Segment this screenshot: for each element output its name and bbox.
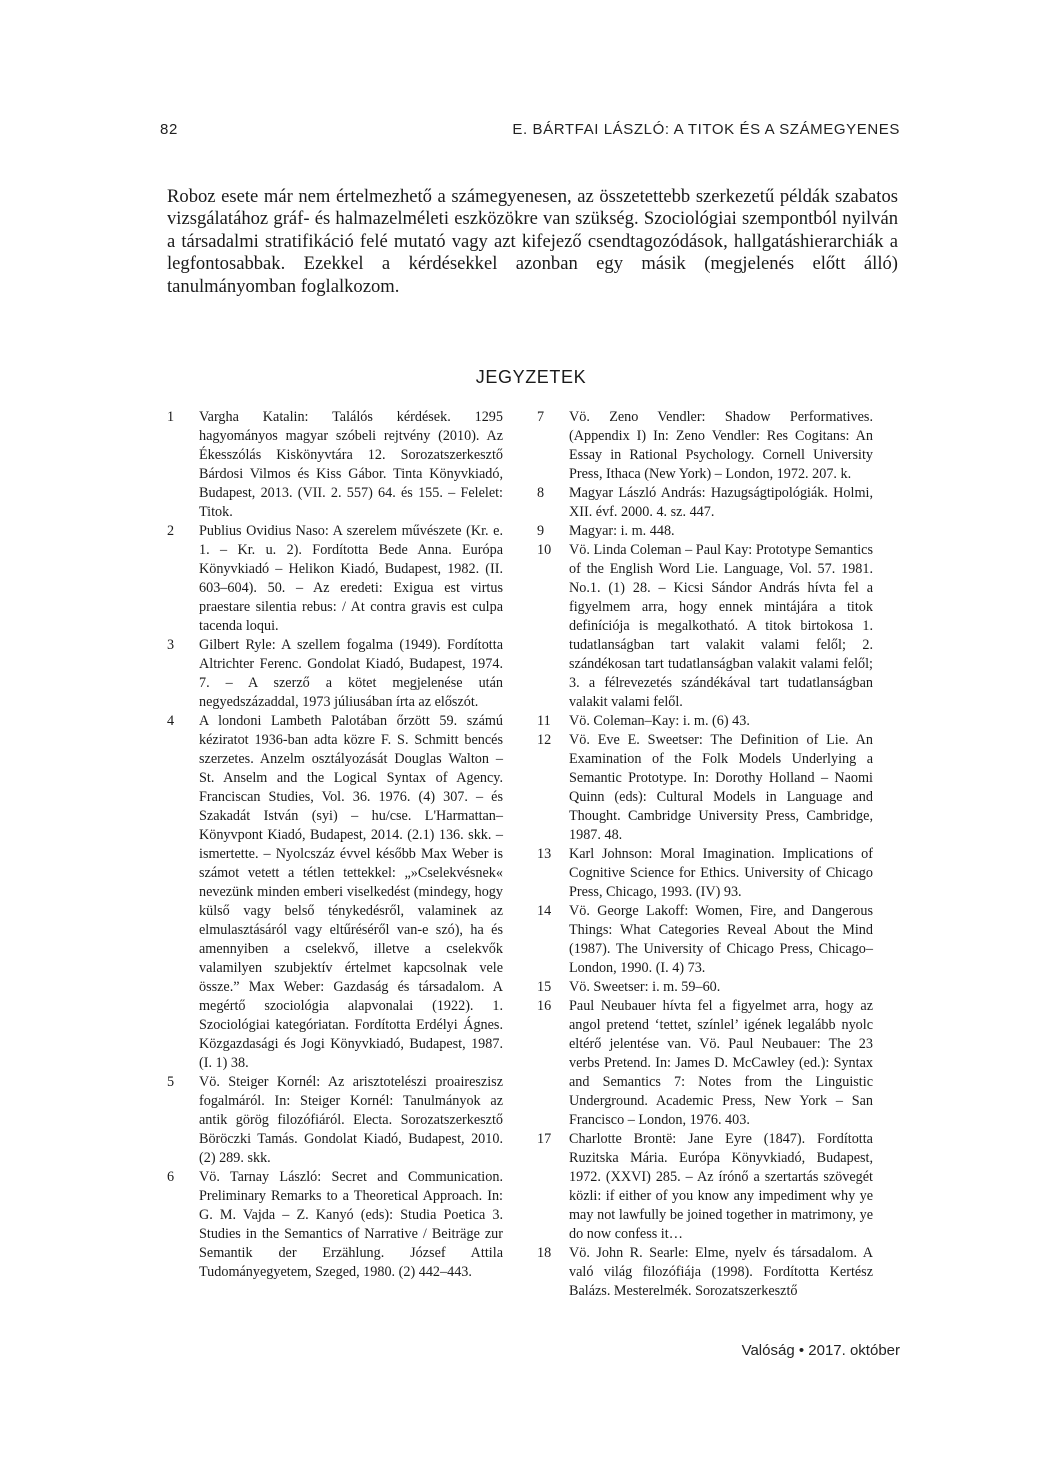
footnote	[167, 522, 503, 636]
footnote	[537, 408, 873, 484]
footnote-text: Vö. John R. Searle: Elme, nyelv és társadalom. A való világ filozófiája (1998). Fordította Kertész Balázs. Mesterelmék. Sorozatszerkesztő	[569, 1245, 873, 1299]
footnote-number: 2	[167, 523, 175, 539]
footnote-number: 13	[537, 846, 552, 862]
footnote-text: Magyar László András: Hazugságtipológiák. Holmi, XII. évf. 2000. 4. sz. 447.	[569, 485, 873, 520]
footnote-text: Vö. Eve E. Sweetser: The Definition of Lie. An Examination of the Folk Models Underlying a Semantic Prototype. In: Dorothy Holland – Naomi Quinn (eds): Cultural Models in Language and Thought. Cambridge University Press, Cambridge, 1987. 48.	[569, 732, 873, 843]
footnote-text: Charlotte Brontë: Jane Eyre (1847). Fordította Ruzitska Mária. Európa Könyvkiadó, Budapest, 1972. (XXVI) 285. – Az írónő a szertartás szövegét közli: if either of you know any impediment why ye may not lawfully be joined together in matrimony, ye do now confess it…	[569, 1131, 873, 1242]
footnote	[537, 522, 873, 541]
footnote	[167, 636, 503, 712]
footnote-number: 17	[537, 1131, 552, 1147]
running-title: E. BÁRTFAI LÁSZLÓ: A TITOK ÉS A SZÁMEGYENES	[512, 121, 900, 138]
footnote	[167, 408, 503, 522]
notes-left-column	[167, 408, 503, 1282]
section-title: JEGYZETEK	[475, 367, 587, 387]
footnote	[537, 541, 873, 712]
footnote-number: 3	[167, 637, 175, 653]
footnote-number: 12	[537, 732, 552, 748]
footnote-text: Vö. Sweetser: i. m. 59–60.	[569, 979, 721, 995]
footnote-text: Publius Ovidius Naso: A szerelem művészete (Kr. e. 1. – Kr. u. 2). Fordította Bede Anna. Európa Könyvkiadó – Helikon Kiadó, Budapest, 1982. (II. 603–604). 50. – Az eredeti: Exigua est virtus praestare silentia rebus: / At contra gravis est culpa tacenda loqui.	[199, 523, 503, 634]
footnote-number: 10	[537, 542, 552, 558]
footnote-text: Vargha Katalin: Találós kérdések. 1295 hagyományos magyar szóbeli rejtvény (2010). Az Ékesszólás Kiskönyvtára 12. Sorozatszerkesztő Bárdosi Vilmos és Kiss Gábor. Tinta Könyvkiadó, Budapest, 2013. (VII. 2. 557) 64. és 155. – Felelet: Titok.	[199, 409, 503, 520]
footnote-text: Karl Johnson: Moral Imagination. Implications of Cognitive Science for Ethics. University of Chicago Press, Chicago, 1993. (IV) 93.	[569, 846, 873, 900]
footnote	[537, 1244, 873, 1301]
footnote-number: 14	[537, 903, 552, 919]
footnote-number: 18	[537, 1245, 552, 1261]
footnote	[537, 902, 873, 978]
footnote	[537, 712, 873, 731]
footnote-text: Vö. Tarnay László: Secret and Communication. Preliminary Remarks to a Theoretical Approach. In: G. M. Vajda – Z. Kanyó (eds): Studia Poetica 3. Studies in the Semantics of Narrative / Beiträge zur Semantik der Erzählung. József Attila Tudományegyetem, Szeged, 1980. (2) 442–443.	[199, 1169, 503, 1280]
footnote-number: 15	[537, 979, 552, 995]
page-number: 82	[160, 121, 178, 138]
footnote	[167, 1073, 503, 1168]
footnote	[537, 997, 873, 1130]
footnote-text: Magyar: i. m. 448.	[569, 523, 675, 539]
footnote	[167, 712, 503, 1073]
footnote-number: 9	[537, 523, 545, 539]
notes-right-column	[537, 408, 873, 1301]
footnote-text: A londoni Lambeth Palotában őrzött 59. számú kéziratot 1936-ban adta közre F. S. Schmitt bencés szerzetes. Anzelm osztályozását Douglas Walton – St. Anselm and the Logical Syntax of Agency. Franciscan Studies, Vol. 36. 1976. (4) 307. – és Szakadát István (syi) – hu/cse. L'Harmattan–Könyvpont Kiadó, Budapest, 2014. (2.1) 136. skk. – ismertette. – Nyolcszáz évvel később Max Weber is számot vetett a tétlen tettekkel: „»Cselekvésnek« nevezünk minden emberi viselkedést (mindegy, hogy külső vagy belső ténykedésről, valaminek az elmulasztásáról vagy eltűréséről van-e szó), ha és amennyiben a cselekvő, illetve a cselekvők valamilyen szubjektív értelmet kapcsolnak vele össze.” Max Weber: Gazdaság és társadalom. A megértő szociológia alapvonalai (1922). 1. Szociológiai kategóriatan. Fordította Erdélyi Ágnes. Közgazdasági és Jogi Könyvkiadó, Budapest, 1987. (I. 1) 38.	[199, 713, 503, 1071]
footnote	[537, 484, 873, 522]
footnote	[537, 845, 873, 902]
footnote-text: Vö. Zeno Vendler: Shadow Performatives. (Appendix I) In: Zeno Vendler: Res Cogitans: An Essay in Rational Psychology. Cornell University Press, Ithaca (New York) – London, 1972. 207. k.	[569, 409, 873, 482]
footnote-text: Vö. Coleman–Kay: i. m. (6) 43.	[569, 713, 750, 729]
footnote	[537, 978, 873, 997]
footnote-text: Paul Neubauer hívta fel a figyelmet arra, hogy az angol pretend ‘tettet, színlel’ igének legalább nyolc eltérő jelentése van. Vö. Paul Neubauer: The 23 verbs Pretend. In: James D. McCawley (ed.): Syntax and Semantics 7: Notes from the Linguistic Underground. Academic Press, New York – San Francisco – London, 1976. 403.	[569, 998, 873, 1128]
footnote-text: Gilbert Ryle: A szellem fogalma (1949). Fordította Altrichter Ferenc. Gondolat Kiadó, Budapest, 1974. 7. – A szerző a kötet megjelenése után negyedszázaddal, 1973 júliusában írta az előszót.	[199, 637, 503, 710]
footnote-text: Vö. George Lakoff: Women, Fire, and Dangerous Things: What Categories Reveal About the Mind (1987). The University of Chicago Press, Chicago–London, 1990. (I. 4) 73.	[569, 903, 873, 976]
footnote	[537, 731, 873, 845]
footer-journal-issue: Valóság • 2017. október	[741, 1342, 900, 1359]
footnote-number: 1	[167, 409, 175, 425]
footnote-number: 16	[537, 998, 552, 1014]
footnote-number: 5	[167, 1074, 175, 1090]
footnote-number: 11	[537, 713, 551, 729]
footnote-text: Vö. Steiger Kornél: Az arisztotelészi proaireszisz fogalmáról. In: Steiger Kornél: Tanulmányok az antik görög filozófiáról. Electa. Sorozatszerkesztő Böröczki Tamás. Gondolat Kiadó, Budapest, 2010. (2) 289. skk.	[199, 1074, 503, 1166]
footnote-number: 7	[537, 409, 545, 425]
footnote	[167, 1168, 503, 1282]
footnote-text: Vö. Linda Coleman – Paul Kay: Prototype Semantics of the English Word Lie. Language, Vol. 57. 1981. No.1. (1) 28. – Kicsi Sándor András hívta fel a figyelmem arra, hogy ennek mintájára a titok definíciója is megalkotható. A titok birtokosa 1. tudatlanságban tart valakit valami felől; 2. szándékosan tart tudatlanságban valakit valami felől; 3. a félrevezetés szándékával tart tudatlanságban valakit valami felől.	[569, 542, 873, 710]
footnote-number: 8	[537, 485, 545, 501]
footnote-number: 4	[167, 713, 175, 729]
footnote	[537, 1130, 873, 1244]
footnote-number: 6	[167, 1169, 175, 1185]
intro-paragraph: Roboz esete már nem értelmezhető a számegyenesen, az összetettebb szerkezetű példák szabatos vizsgálatához gráf- és halmazelméleti eszközökre van szükség. Szociológiai szempontból nyilván a társadalmi stratifikáció felé mutató vagy azt kifejező csendtagozódások, hallgatáshierarchiák a legfontosabbak. Ezekkel a kérdésekkel azonban egy másik (megjelenés előtt álló) tanulmányomban foglalkozom.	[167, 186, 898, 297]
